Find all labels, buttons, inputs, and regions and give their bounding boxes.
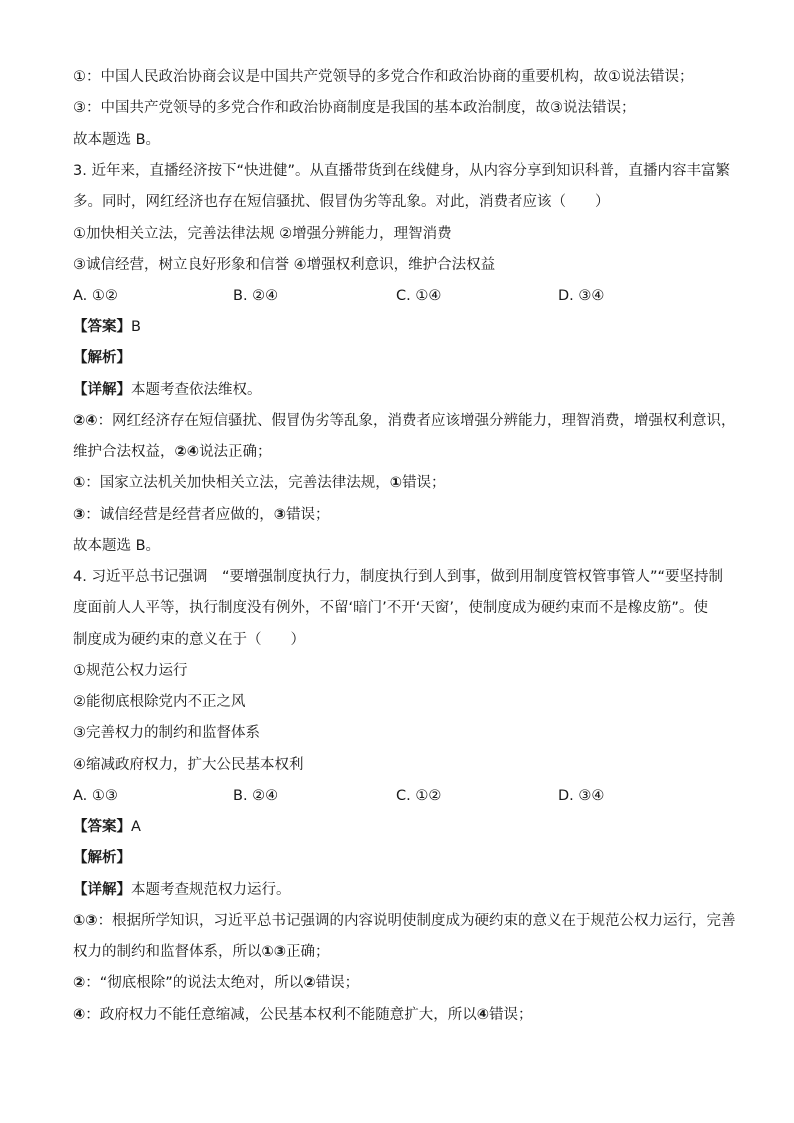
explanation-text: 权力的制约和监督体系，所以 bbox=[73, 944, 262, 960]
choice-ref: ②④ bbox=[174, 444, 200, 460]
q3-option-c: C. ①④ bbox=[396, 288, 442, 304]
explanation-text: 错误； bbox=[489, 1007, 533, 1023]
explanation-text: ：网红经济存在短信骚扰、假冒伪劣等乱象，消费者应该增强分辨能力，理智消费，增强权利意识， bbox=[97, 413, 736, 429]
q4-option-a: A. ①③ bbox=[73, 788, 118, 804]
explanation-text: 说法正确； bbox=[199, 444, 272, 460]
explanation-text: 错误； bbox=[315, 975, 360, 991]
q3-stem-line1: 3. 近年来，直播经济按下“快进健”。从直播带货到在线健身，从内容分享到知识科普，直播内容丰富繁 bbox=[73, 163, 730, 179]
q3-option-b: B. ②④ bbox=[233, 288, 279, 304]
q4-explanation-13-line2 bbox=[73, 942, 330, 962]
detail-text: 本题考查依法维权。 bbox=[131, 382, 262, 398]
q3-detail bbox=[73, 380, 262, 400]
choice-ref: ② bbox=[73, 975, 86, 991]
q3-answer bbox=[73, 317, 141, 337]
q3-explanation-24-line1 bbox=[73, 411, 736, 431]
q4-stem-line3: 制度成为硬约束的意义在于（ ） bbox=[73, 632, 305, 648]
q2-conclusion: 故本题选 B。 bbox=[73, 132, 161, 148]
explanation-text: ：“彻底根除”的说法太绝对，所以 bbox=[85, 975, 304, 991]
q2-explanation-1: ①：中国人民政治协商会议是中国共产党领导的多党合作和政治协商的重要机构，故①说法错误； bbox=[73, 69, 694, 85]
q3-statement-1-2: ①加快相关立法，完善法律法规 ②增强分辨能力，理智消费 bbox=[73, 226, 452, 242]
choice-ref: ① bbox=[73, 475, 86, 491]
q4-analysis-label: 【解析】 bbox=[73, 850, 131, 866]
q4-statement-4: ④缩减政府权力，扩大公民基本权利 bbox=[73, 757, 304, 773]
q4-explanation-4 bbox=[73, 1005, 533, 1025]
q4-detail bbox=[73, 880, 291, 900]
answer-label: 【答案】 bbox=[73, 819, 131, 835]
choice-ref: ③ bbox=[273, 507, 287, 523]
answer-label: 【答案】 bbox=[73, 319, 131, 335]
explanation-text: 错误； bbox=[402, 475, 446, 491]
q4-option-c: C. ①② bbox=[396, 788, 442, 804]
q4-stem-line2: 度面前人人平等，执行制度没有例外，不留‘暗门’不开‘天窗’，使制度成为硬约束而不是橡皮筋”。使 bbox=[73, 600, 708, 616]
explanation-text: 正确； bbox=[286, 944, 330, 960]
choice-ref: ① bbox=[389, 475, 403, 491]
q4-statement-3: ③完善权力的制约和监督体系 bbox=[73, 725, 260, 741]
answer-value: B bbox=[131, 319, 141, 335]
explanation-text: 错误； bbox=[286, 507, 330, 523]
explanation-text: ：根据所学知识，习近平总书记强调的内容说明使制度成为硬约束的意义在于规范公权力运行，完善 bbox=[97, 913, 736, 929]
explanation-text: ：国家立法机关加快相关立法，完善法律法规， bbox=[85, 475, 390, 491]
q3-explanation-3 bbox=[73, 505, 330, 525]
q2-explanation-3: ③：中国共产党领导的多党合作和政治协商制度是我国的基本政治制度，故③说法错误； bbox=[73, 100, 636, 116]
explanation-text: 维护合法权益， bbox=[73, 444, 175, 460]
q3-explanation-24-line2 bbox=[73, 442, 272, 462]
explanation-text: ：诚信经营是经营者应做的， bbox=[85, 507, 274, 523]
q4-explanation-13-line1 bbox=[73, 911, 736, 931]
q3-explanation-1 bbox=[73, 473, 446, 493]
q3-option-d: D. ③④ bbox=[558, 288, 605, 304]
choice-ref: ②④ bbox=[73, 413, 98, 429]
detail-label: 【详解】 bbox=[73, 882, 131, 898]
q4-stem-line1: 4. 习近平总书记强调 “要增强制度执行力，制度执行到人到事，做到用制度管权管事管人”“要坚持制 bbox=[73, 569, 723, 585]
detail-text: 本题考查规范权力运行。 bbox=[131, 882, 291, 898]
q4-statement-2: ②能彻底根除党内不正之风 bbox=[73, 694, 246, 710]
choice-ref: ①③ bbox=[73, 913, 98, 929]
choice-ref: ④ bbox=[476, 1007, 490, 1023]
q4-answer bbox=[73, 817, 141, 837]
choice-ref: ①③ bbox=[261, 944, 287, 960]
q4-explanation-2 bbox=[73, 973, 359, 993]
choice-ref: ④ bbox=[73, 1007, 86, 1023]
q3-statement-3-4: ③诚信经营，树立良好形象和信誉 ④增强权利意识，维护合法权益 bbox=[73, 257, 496, 273]
choice-ref: ③ bbox=[73, 507, 86, 523]
q3-option-a: A. ①② bbox=[73, 288, 118, 304]
q3-analysis-label: 【解析】 bbox=[73, 350, 131, 366]
q4-option-d: D. ③④ bbox=[558, 788, 605, 804]
q4-option-b: B. ②④ bbox=[233, 788, 279, 804]
q4-statement-1: ①规范公权力运行 bbox=[73, 663, 188, 679]
choice-ref: ② bbox=[303, 975, 316, 991]
detail-label: 【详解】 bbox=[73, 382, 131, 398]
explanation-text: ：政府权力不能任意缩减，公民基本权利不能随意扩大，所以 bbox=[85, 1007, 477, 1023]
q3-stem-line2: 多。同时，网红经济也存在短信骚扰、假冒伪劣等乱象。对此，消费者应该（ ） bbox=[73, 194, 610, 210]
q3-conclusion: 故本题选 B。 bbox=[73, 538, 161, 554]
answer-value: A bbox=[131, 819, 141, 835]
